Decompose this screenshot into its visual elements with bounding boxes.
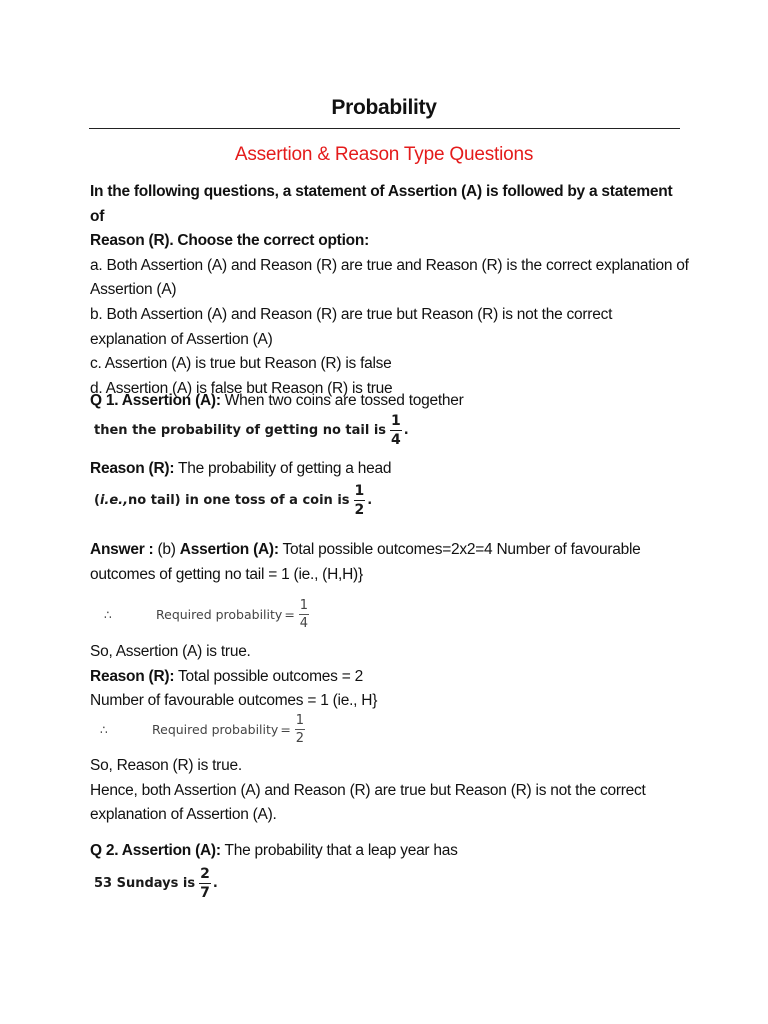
option-d: d. Assertion (A) is false but Reason (R) is true: [90, 379, 393, 397]
option-a-line1: a. Both Assertion (A) and Reason (R) are true and Reason (R) is the correct explanation of: [90, 256, 689, 274]
therefore-symbol: ∴: [104, 607, 112, 622]
fraction-numerator: 2: [200, 866, 210, 882]
option-a-line2: Assertion (A): [90, 281, 177, 299]
q1-reason-math: [94, 484, 372, 517]
q2-assertion-text: The probability that a leap year has: [220, 842, 458, 859]
q1-answer-reason-line: [90, 665, 690, 690]
answer-option: (b): [153, 541, 180, 558]
q1-conclusion-block: [90, 754, 690, 828]
period: .: [403, 423, 409, 438]
fraction-bar: [199, 883, 211, 884]
q1-assertion-fraction: [390, 414, 402, 447]
q1-reason-line: [90, 457, 690, 482]
conclusion-line2: explanation of Assertion (A).: [90, 806, 277, 824]
option-c: c. Assertion (A) is true but Reason (R) is false: [90, 355, 392, 373]
required-probability-text: Required probability: [156, 607, 283, 622]
therefore-symbol: ∴: [100, 722, 108, 737]
option-b-line1: b. Both Assertion (A) and Reason (R) are true but Reason (R) is not the correct: [90, 305, 613, 323]
required-probability-text: Required probability: [152, 722, 279, 737]
fraction-denominator: 4: [391, 432, 401, 448]
q1-required-probability-2: [100, 714, 305, 745]
instructions-block: [90, 180, 690, 401]
answer-text-line1: Total possible outcomes=2x2=4 Number of favourable: [278, 541, 641, 558]
answer-reason-label: Reason (R):: [90, 667, 175, 685]
q1-reason-math-text: no tail) in one toss of a coin is: [128, 493, 350, 508]
fraction-denominator: 4: [299, 616, 309, 631]
period: .: [367, 493, 373, 508]
title-divider: [89, 128, 680, 129]
q2-label: Q 2. Assertion (A):: [90, 842, 221, 859]
favourable-outcomes-line: Number of favourable outcomes = 1 (ie., H}: [90, 692, 378, 710]
q1-answer-line1: [90, 538, 690, 563]
equals-sign: =: [280, 722, 291, 737]
q1-assertion-math: [94, 414, 409, 447]
fraction-bar: [390, 430, 402, 431]
answer-assertion-label: Assertion (A):: [179, 541, 279, 558]
q1-label: Q 1. Assertion (A):: [90, 392, 221, 409]
fraction-bar: [354, 500, 366, 501]
fraction-denominator: 7: [200, 885, 210, 901]
fraction-numerator: 1: [391, 413, 401, 429]
page-title: Probability: [331, 96, 437, 119]
fraction-numerator: 1: [354, 483, 365, 499]
conclusion-line1: Hence, both Assertion (A) and Reason (R) are true but Reason (R) is not the correct: [90, 781, 646, 799]
q1-answer-continued: [90, 640, 690, 714]
answer-reason-text: Total possible outcomes = 2: [174, 667, 363, 685]
option-b-line2: explanation of Assertion (A): [90, 330, 273, 348]
q1-reason-text: The probability of getting a head: [174, 460, 392, 477]
equals-sign: =: [284, 607, 295, 622]
q1-required-probability-1: [104, 599, 309, 630]
q2-assertion-math-text: 53 Sundays is: [94, 876, 196, 891]
required-probability-fraction: [299, 599, 309, 630]
assertion-true-statement: So, Assertion (A) is true.: [90, 643, 251, 660]
q2-assertion-line: [90, 839, 690, 864]
reason-true-statement: So, Reason (R) is true.: [90, 757, 242, 774]
fraction-denominator: 2: [295, 731, 305, 746]
q1-assertion-text: When two coins are tossed together: [220, 392, 464, 409]
open-paren: (: [94, 493, 100, 508]
q1-reason-fraction: [354, 484, 366, 517]
q1-reason-math-italic: i.e.,: [99, 493, 129, 508]
q1-answer-line2: outcomes of getting no tail = 1 (ie., (H,H)}: [90, 565, 363, 583]
required-probability-fraction: [295, 714, 305, 745]
fraction-bar: [295, 729, 305, 730]
instructions-heading-line1: In the following questions, a statement of Assertion (A) is followed by a statement of: [90, 183, 673, 225]
section-subtitle: Assertion & Reason Type Questions: [234, 144, 534, 165]
instructions-heading-line2: Reason (R). Choose the correct option:: [90, 232, 369, 250]
q2-assertion-fraction: [199, 867, 211, 900]
answer-label: Answer :: [90, 541, 154, 558]
q1-answer-block: [90, 538, 690, 587]
q1-assertion-math-text: then the probability of getting no tail is: [94, 423, 387, 438]
fraction-numerator: 1: [299, 598, 309, 613]
fraction-bar: [299, 614, 309, 615]
q2-assertion-math: [94, 867, 218, 900]
fraction-denominator: 2: [354, 502, 365, 518]
fraction-numerator: 1: [295, 713, 305, 728]
q1-assertion-line: [90, 389, 690, 414]
q1-reason-label: Reason (R):: [90, 460, 175, 477]
period: .: [212, 876, 218, 891]
